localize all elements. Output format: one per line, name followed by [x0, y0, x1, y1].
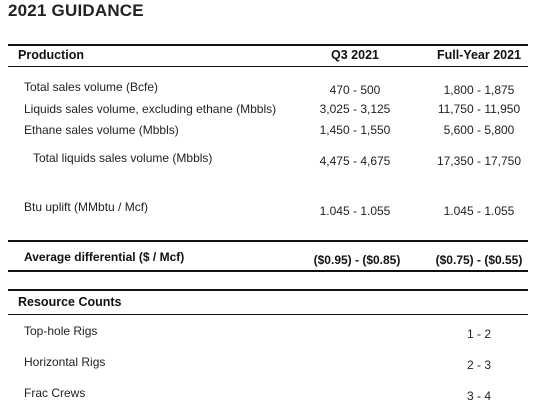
row-fy-value: 17,350 - 17,750 [436, 154, 522, 168]
row-q3-value: 4,475 - 4,675 [319, 154, 391, 168]
row-label: Btu uplift (MMbtu / Mcf) [24, 200, 149, 214]
resource-counts-header: Resource Counts [18, 295, 122, 309]
row-q3-value: 470 - 500 [329, 83, 381, 97]
header-bottom-rule [8, 66, 528, 67]
row-q3-value: 3,025 - 3,125 [319, 102, 391, 116]
row-fy-value: 1 - 2 [466, 327, 491, 341]
row-fy-value: 1,800 - 1,875 [443, 83, 515, 97]
row-label: Frac Crews [24, 386, 86, 400]
row-fy-value: 2 - 3 [466, 358, 491, 372]
row-label: Horizontal Rigs [24, 355, 106, 369]
full-year-2021-header: Full-Year 2021 [436, 48, 522, 62]
header-top-rule [8, 44, 528, 46]
page-title: 2021 GUIDANCE [8, 1, 144, 20]
row-label: Ethane sales volume (Mbbls) [24, 123, 179, 137]
resources-header-rule [8, 314, 528, 315]
resources-top-rule [8, 289, 528, 291]
differential-label: Average differential ($ / Mcf) [24, 250, 185, 264]
row-q3-value: 1,450 - 1,550 [319, 123, 391, 137]
q3-2021-header: Q3 2021 [331, 48, 379, 62]
row-label: Total sales volume (Bcfe) [24, 80, 159, 94]
row-fy-value: 1.045 - 1.055 [443, 204, 515, 218]
row-label: Total liquids sales volume (Mbbls) [33, 151, 213, 165]
differential-top-rule [8, 240, 528, 242]
row-q3-value: 1.045 - 1.055 [319, 204, 391, 218]
row-label: Liquids sales volume, excluding ethane (Mbbls) [24, 102, 277, 116]
row-fy-value: 11,750 - 11,950 [437, 102, 521, 116]
differential-bottom-rule [8, 270, 528, 272]
production-header: Production [18, 48, 84, 62]
differential-q3-value: ($0.95) - ($0.85) [313, 253, 401, 267]
differential-fy-value: ($0.75) - ($0.55) [435, 253, 523, 267]
row-label: Top-hole Rigs [24, 324, 98, 338]
row-fy-value: 3 - 4 [466, 389, 491, 403]
row-fy-value: 5,600 - 5,800 [443, 123, 515, 137]
